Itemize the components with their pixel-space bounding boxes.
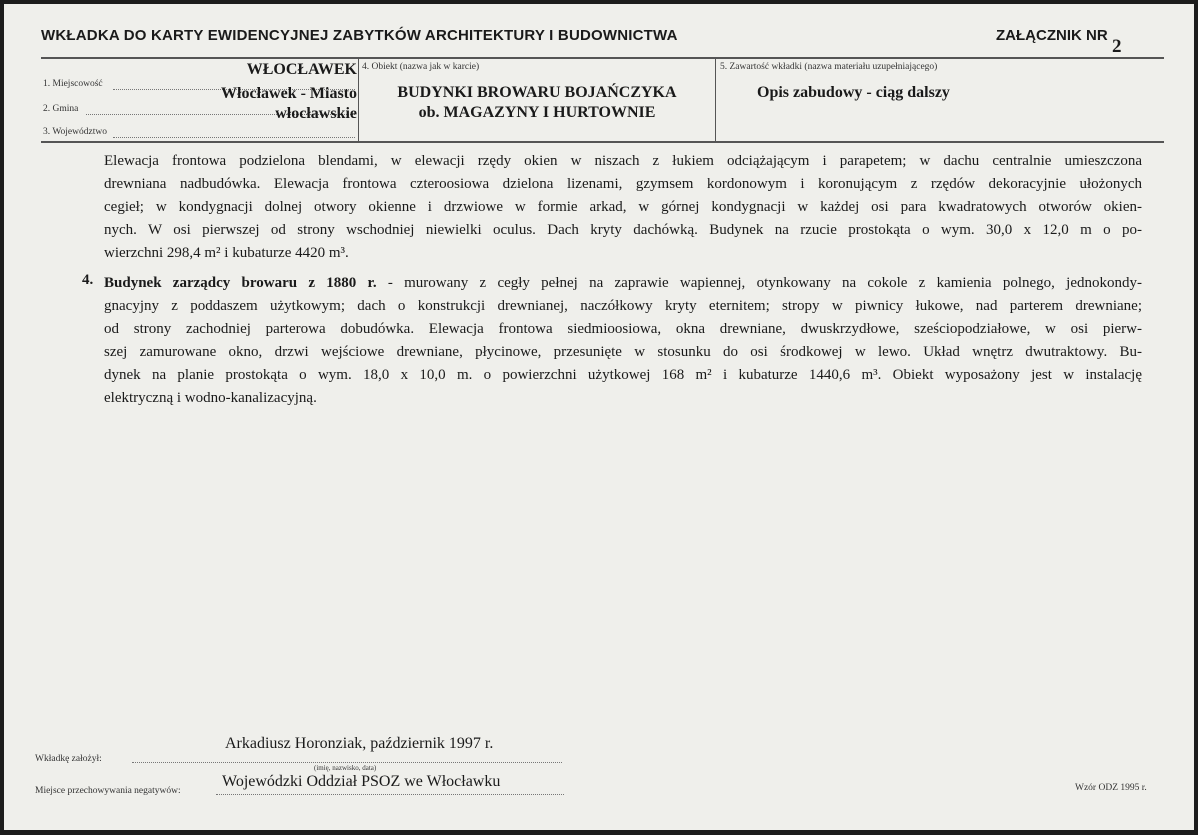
form-version: Wzór ODZ 1995 r.: [1075, 783, 1147, 793]
text-line: wierzchni 298,4 m² i kubaturze 4420 m³.: [104, 245, 349, 261]
contents-label: 5. Zawartość wkładki (nazwa materiału uzupełniającego): [720, 62, 938, 72]
annex-number: 2: [1112, 36, 1122, 57]
commune-value: Włocławek - Miasto: [221, 85, 357, 102]
author-label: Wkładkę założył:: [35, 754, 102, 764]
city-value: WŁOCŁAWEK: [246, 61, 357, 78]
object-section: [359, 59, 715, 141]
text-line: drewniana nadbudówka. Elewacja frontowa czteroosiowa dzielona lizenami, gzymsem kordonowym i koronującym z rzędów dekoracyjnie ułożonych: [104, 176, 1142, 192]
object-name-line1: BUDYNKI BROWARU BOJAŃCZYKA: [397, 84, 677, 101]
storage-value: Wojewódzki Oddział PSOZ we Włocławku: [222, 773, 501, 790]
paragraph-1: [104, 150, 1142, 265]
text-line: szej zamurowane okno, drzwi wejściowe drewniane, płycinowe, przesunięte w stosunku do osi środkowej w lewo. Układ wnętrz dwutraktowy. Bu-: [104, 344, 1142, 360]
author-hint: (imię, nazwisko, data): [314, 764, 377, 772]
voivodeship-label: 3. Województwo: [43, 127, 107, 137]
header-form-box: [41, 57, 1164, 143]
text-line: cegieł; w kondygnacji dolnej otwory okienne i drzwiowe w formie arkad, w górnej kondygnacji w każdej osi para kwadratowych otworów okien-: [104, 199, 1142, 215]
text-line: dynek na planie prostokąta o wym. 18,0 x 10,0 m. o powierzchni użytkowej 168 m² i kubaturze 1440,6 m³. Obiekt wyposażony jest w instalację: [104, 367, 1142, 383]
item-text: - murowany z cegły pełnej na zaprawie wapiennej, otynkowany na cokole z kamienia polnego, jednokondy-: [376, 275, 1142, 291]
text-line: od strony zachodniej parterowa dobudówka. Elewacja frontowa siedmioosiowa, okna drewniane, dwuskrzydłowe, sześciopodziałowe, w osi pierw-: [104, 321, 1142, 337]
text-line: gnacyjny z poddaszem użytkowym; dach o konstrukcji drewnianej, naczółkowy kryty eternitem; stropy w piwnicy łukowe, nad parterem drewniane;: [104, 298, 1142, 314]
object-label: 4. Obiekt (nazwa jak w karcie): [362, 62, 480, 72]
text-line: nych. W osi pierwszej od strony wschodniej niewielki oculus. Dach kryty dachówką. Budynek na rzucie prostokąta o wym. 30,0 x 12,0 m o po-: [104, 222, 1142, 238]
text-line: [104, 272, 1142, 295]
document-title: WKŁADKA DO KARTY EWIDENCYJNEJ ZABYTKÓW ARCHITEKTURY I BUDOWNICTWA: [41, 27, 678, 44]
text-line: Elewacja frontowa podzielona blendami, w elewacji rzędy okien w niszach z łukiem odciążającym i parapetem; w dachu centralnie umieszczona: [104, 153, 1142, 169]
contents-value: Opis zabudowy - ciąg dalszy: [757, 84, 950, 101]
document-page: [4, 4, 1194, 830]
voivodeship-value: włocławskie: [275, 105, 357, 122]
item-title: Budynek zarządcy browaru z 1880 r.: [104, 275, 377, 291]
item-number: 4.: [82, 272, 94, 288]
dotted-line: [132, 762, 562, 763]
annex-label: ZAŁĄCZNIK NR: [996, 27, 1108, 44]
city-label: 1. Miejscowość: [43, 79, 103, 89]
storage-label: Miejsce przechowywania negatywów:: [35, 786, 181, 796]
author-value: Arkadiusz Horonziak, październik 1997 r.: [225, 735, 494, 752]
paragraph-2: [104, 272, 1142, 410]
commune-label: 2. Gmina: [43, 104, 79, 114]
contents-section: [716, 59, 1164, 141]
location-section: [41, 59, 357, 141]
dotted-line: [216, 794, 564, 795]
text-line: elektryczną i wodno-kanalizacyjną.: [104, 390, 317, 406]
object-name-line2: ob. MAGAZYNY I HURTOWNIE: [418, 104, 656, 121]
dotted-line: [113, 137, 355, 138]
